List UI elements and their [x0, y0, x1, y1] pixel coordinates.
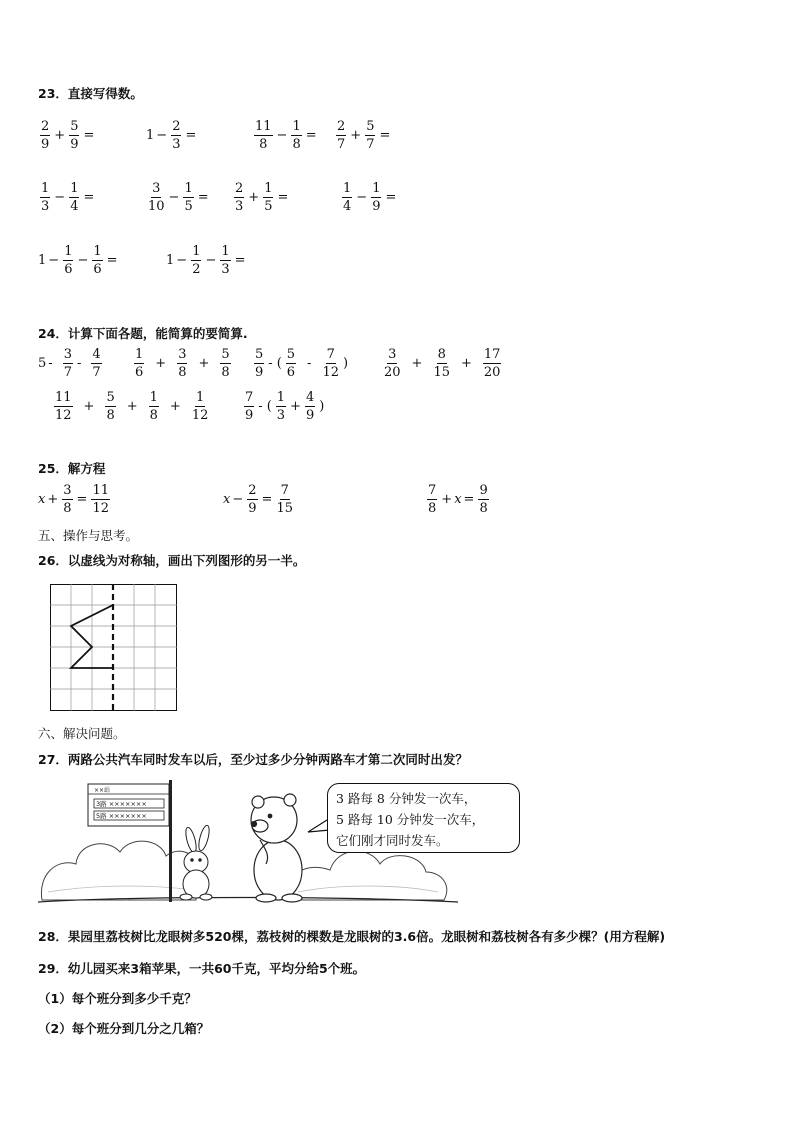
q29-title: 29．幼儿园买来3箱苹果，一共60千克，平均分给5个班。 — [38, 961, 366, 976]
fraction: $\frac{3}{8}$ — [63, 483, 72, 516]
fraction: $\frac{11}{12}$ — [55, 390, 72, 423]
q26-title: 26．以虚线为对称轴，画出下列图形的另一半。 — [38, 553, 306, 568]
fraction: $\frac{7}{8}$ — [428, 483, 437, 516]
fraction: $\frac{1}{2}$ — [192, 244, 201, 277]
fraction: $\frac{1}{5}$ — [264, 181, 273, 214]
fraction: $\frac{1}{12}$ — [191, 390, 209, 423]
fraction: $\frac{2}{3}$ — [172, 119, 181, 152]
fraction: $\frac{2}{9}$ — [248, 483, 257, 516]
fraction: $\frac{5}{8}$ — [221, 347, 230, 380]
fraction: $\frac{1}{8}$ — [292, 119, 301, 152]
fraction: $\frac{8}{15}$ — [433, 347, 450, 380]
section-six-heading: 六、解决问题。 — [38, 726, 126, 741]
rabbit-icon — [180, 824, 212, 900]
q27-title: 27．两路公共汽车同时发车以后，至少过多少分钟两路车才第二次同时出发？ — [38, 752, 468, 767]
q25-e3: $\frac{7}{8}$ + x = $\frac{9}{8}$ — [428, 483, 488, 516]
fraction: $\frac{1}{6}$ — [64, 244, 73, 277]
q24-e6: $\frac{7}{9}$ - ( $\frac{1}{3}$ + $\frac{4}{9}$ ) — [245, 390, 325, 423]
q23-r2-e4: $\frac{1}{4}$ − $\frac{1}{9}$ = — [343, 181, 397, 214]
q28-title: 28．果园里荔枝树比龙眼树多520棵，荔枝树的棵数是龙眼树的3.6倍。龙眼树和荔枝树各有多少棵？(用方程解) — [38, 929, 666, 944]
fraction: $\frac{3}{10}$ — [148, 181, 165, 214]
q23-r2-e1: $\frac{1}{3}$ − $\frac{1}{4}$ = — [41, 181, 95, 214]
fraction: $\frac{2}{9}$ — [41, 119, 50, 152]
q23-r1-e4: $\frac{2}{7}$ + $\frac{5}{7}$ = — [337, 119, 391, 152]
fraction: $\frac{7}{12}$ — [322, 347, 339, 380]
bubble-line-3: 它们刚才同时发车。 — [336, 833, 449, 848]
q23-r1-e2: 1 − $\frac{2}{3}$ = — [146, 119, 197, 152]
fraction: $\frac{1}{5}$ — [184, 181, 193, 214]
sign-top-text: ××站 — [94, 787, 111, 794]
fraction: $\frac{1}{4}$ — [70, 181, 79, 214]
fraction: $\frac{4}{7}$ — [92, 347, 101, 380]
fraction: $\frac{3}{20}$ — [384, 347, 401, 380]
section-five-heading: 五、操作与思考。 — [38, 528, 139, 543]
fraction: $\frac{1}{9}$ — [372, 181, 381, 214]
q24-title: 24．计算下面各题，能简算的要简算. — [38, 326, 248, 341]
fraction: $\frac{5}{9}$ — [70, 119, 79, 152]
q23-r3-e1: 1 − $\frac{1}{6}$ − $\frac{1}{6}$ = — [38, 244, 118, 277]
fraction: $\frac{11}{12}$ — [92, 483, 109, 516]
q24-e2: $\frac{1}{6}$ + $\frac{3}{8}$ + $\frac{5}{8}$ — [135, 347, 230, 380]
fraction: $\frac{2}{7}$ — [337, 119, 346, 152]
sign-row1-text: 3路 ××××××× — [96, 800, 147, 808]
q23-r3-e2: 1 − $\frac{1}{2}$ − $\frac{1}{3}$ = — [166, 244, 246, 277]
q24-e4: $\frac{3}{20}$ + $\frac{8}{15}$ + $\frac{17}{20}$ — [384, 347, 501, 380]
fraction: $\frac{3}{8}$ — [178, 347, 187, 380]
fraction: $\frac{1}{6}$ — [93, 244, 102, 277]
fraction: $\frac{5}{7}$ — [366, 119, 375, 152]
fraction: $\frac{7}{9}$ — [245, 390, 254, 423]
fraction: $\frac{11}{8}$ — [255, 119, 272, 152]
q24-e3: $\frac{5}{9}$ - ( $\frac{5}{6}$ - $\frac{7}{12}$ ) — [255, 347, 349, 380]
q25-e2: x − $\frac{2}{9}$ = $\frac{7}{15}$ — [223, 483, 293, 516]
bear-icon — [251, 794, 302, 902]
q24-e1: 5 - $\frac{3}{7}$ - $\frac{4}{7}$ — [38, 347, 101, 380]
fraction: $\frac{1}{3}$ — [221, 244, 230, 277]
fraction: $\frac{1}{6}$ — [135, 347, 144, 380]
fraction: $\frac{5}{6}$ — [286, 347, 296, 380]
fraction: $\frac{4}{9}$ — [305, 390, 315, 423]
q23-r1-e1: $\frac{2}{9}$ + $\frac{5}{9}$ = — [41, 119, 95, 152]
fraction: $\frac{7}{15}$ — [276, 483, 293, 516]
q29-sub1: （1）每个班分到多少千克？ — [38, 991, 197, 1006]
fraction: $\frac{1}{3}$ — [276, 390, 286, 423]
q26-symmetry-grid — [50, 584, 180, 714]
q29-sub2: （2）每个班分到几分之几箱？ — [38, 1021, 210, 1036]
fraction: $\frac{1}{8}$ — [149, 390, 158, 423]
q24-e5: $\frac{11}{12}$ + $\frac{5}{8}$ + $\frac{1}{8}$ + $\frac{1}{12}$ — [55, 390, 209, 423]
q23-r2-e2: $\frac{3}{10}$ − $\frac{1}{5}$ = — [148, 181, 209, 214]
q23-r1-e3: $\frac{11}{8}$ − $\frac{1}{8}$ = — [255, 119, 317, 152]
sign-row2-text: 5路 ××××××× — [96, 812, 147, 820]
q25-e1: x + $\frac{3}{8}$ = $\frac{11}{12}$ — [38, 483, 109, 516]
fraction: $\frac{9}{8}$ — [479, 483, 488, 516]
fraction: $\frac{5}{9}$ — [255, 347, 264, 380]
speech-bubble — [327, 783, 520, 853]
q23-title: 23．直接写得数。 — [38, 86, 143, 101]
fraction: $\frac{2}{3}$ — [235, 181, 244, 214]
fraction: $\frac{17}{20}$ — [483, 347, 501, 380]
q25-title: 25．解方程 — [38, 461, 106, 476]
bubble-line-2: 5 路每 10 分钟发一次车， — [336, 812, 485, 827]
q23-r2-e3: $\frac{2}{3}$ + $\frac{1}{5}$ = — [235, 181, 289, 214]
fraction: $\frac{5}{8}$ — [106, 390, 115, 423]
fraction: $\frac{3}{7}$ — [63, 347, 72, 380]
fraction: $\frac{1}{4}$ — [343, 181, 352, 214]
bubble-line-1: 3 路每 8 分钟发一次车， — [336, 791, 477, 806]
fraction: $\frac{1}{3}$ — [41, 181, 50, 214]
